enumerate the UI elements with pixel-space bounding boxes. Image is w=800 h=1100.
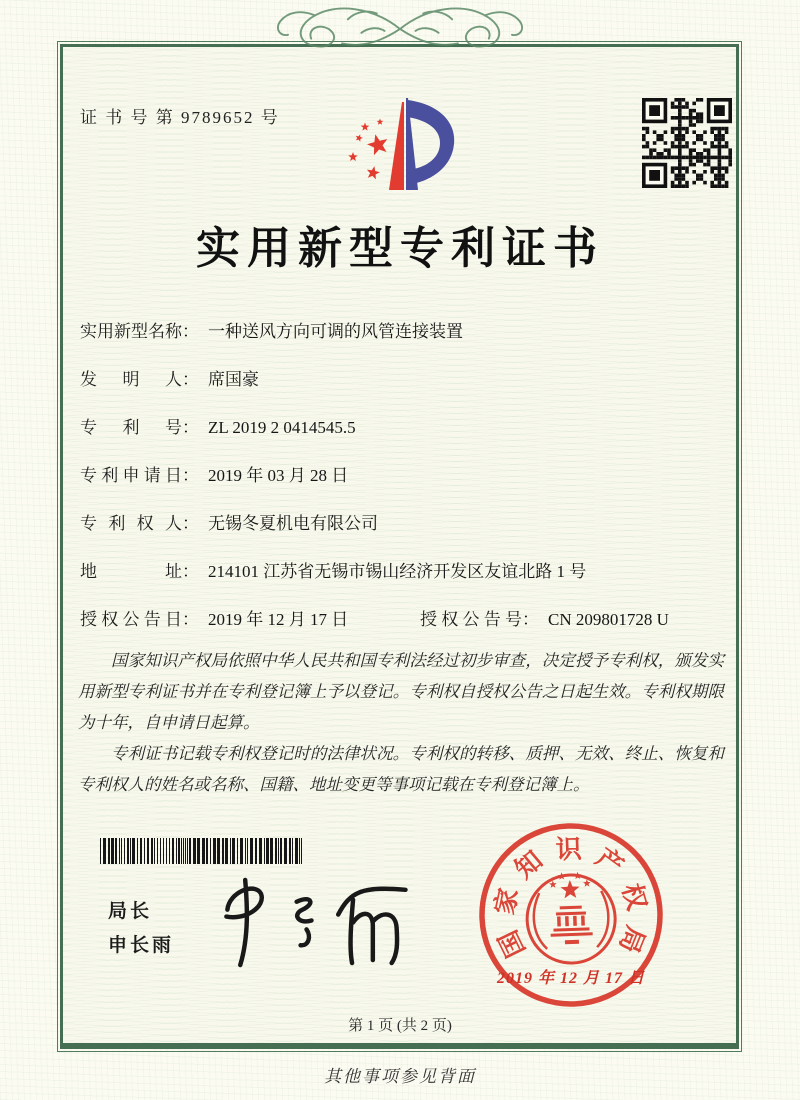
signature xyxy=(208,874,413,968)
svg-text:识: 识 xyxy=(555,834,583,865)
certificate-number: 证 书 号 第 9789652 号 xyxy=(80,108,280,127)
field-label: 发明人 xyxy=(80,370,182,389)
field-row-patentee xyxy=(80,509,378,534)
field-label: 授权公告日 xyxy=(80,610,182,629)
field-row-filing-date xyxy=(80,461,348,486)
svg-text:国: 国 xyxy=(493,925,531,962)
field-label: 专利申请日 xyxy=(80,466,182,485)
seal-date: 2019 年 12 月 17 日 xyxy=(496,970,645,987)
field-value-patent-number: ZL 2019 2 0414545.5 xyxy=(208,418,356,437)
field-colon: ： xyxy=(182,610,199,629)
field-value-address: 214101 江苏省无锡市锡山经济开发区友谊北路 1 号 xyxy=(208,562,587,581)
field-row-name xyxy=(80,317,463,342)
svg-text:局: 局 xyxy=(613,922,651,958)
signer-name: 申长雨 xyxy=(108,935,175,956)
page-number: 第 1 页 (共 2 页) xyxy=(348,1018,452,1034)
field-colon: ： xyxy=(182,514,199,533)
top-ornament-flourish-icon xyxy=(252,0,548,56)
svg-text:权: 权 xyxy=(616,880,652,914)
field-colon: ： xyxy=(182,322,199,341)
field-value-filing-date: 2019 年 03 月 28 日 xyxy=(208,466,349,485)
field-label: 专利号 xyxy=(80,418,182,437)
field-colon: ： xyxy=(522,610,539,629)
legal-paragraph-2: 专利证书记载专利权登记时的法律状况。专利权的转移、质押、无效、终止、恢复和专利权人的姓名或名称、国籍、地址变更等事项记载在专利登记簿上。 xyxy=(78,744,724,794)
field-row-grant xyxy=(80,605,669,630)
field-row-address xyxy=(80,557,586,582)
svg-text:产: 产 xyxy=(590,842,629,882)
field-label: 地址 xyxy=(80,562,182,581)
field-colon: ： xyxy=(182,418,199,437)
svg-text:家: 家 xyxy=(490,885,524,918)
field-value-grant-date: 2019 年 12 月 17 日 xyxy=(208,610,349,629)
field-colon: ： xyxy=(182,370,199,389)
qr-code xyxy=(642,98,732,188)
field-value-patentee: 无锡冬夏机电有限公司 xyxy=(208,514,378,533)
cnipa-logo-icon xyxy=(340,92,460,197)
legal-paragraph-1: 国家知识产权局依照中华人民共和国专利法经过初步审查，决定授予专利权，颁发实用新型专利证书并在专利登记簿上予以登记。专利权自授权公告之日起生效。专利权期限为十年，自申请日起算。 xyxy=(78,651,724,732)
certificate-title: 实用新型专利证书 xyxy=(196,224,604,273)
signer-title: 局长 xyxy=(108,901,153,922)
field-value-grant-number: CN 209801728 U xyxy=(548,610,669,629)
field-row-patent-number xyxy=(80,413,356,438)
field-label: 专利权人 xyxy=(80,514,182,533)
svg-text:知: 知 xyxy=(509,845,549,885)
field-row-inventor xyxy=(80,365,259,390)
field-value-invention-name: 一种送风方向可调的风管连接装置 xyxy=(208,322,463,341)
back-note: 其他事项参见背面 xyxy=(324,1067,476,1086)
field-label: 实用新型名称 xyxy=(80,322,182,341)
field-grant-number-group xyxy=(420,605,669,630)
field-label: 授权公告号 xyxy=(420,610,522,629)
barcode xyxy=(100,838,308,864)
field-value-inventor: 席国豪 xyxy=(208,370,259,389)
field-colon: ： xyxy=(182,466,199,485)
legal-text-block xyxy=(78,645,724,800)
field-colon: ： xyxy=(182,562,199,581)
